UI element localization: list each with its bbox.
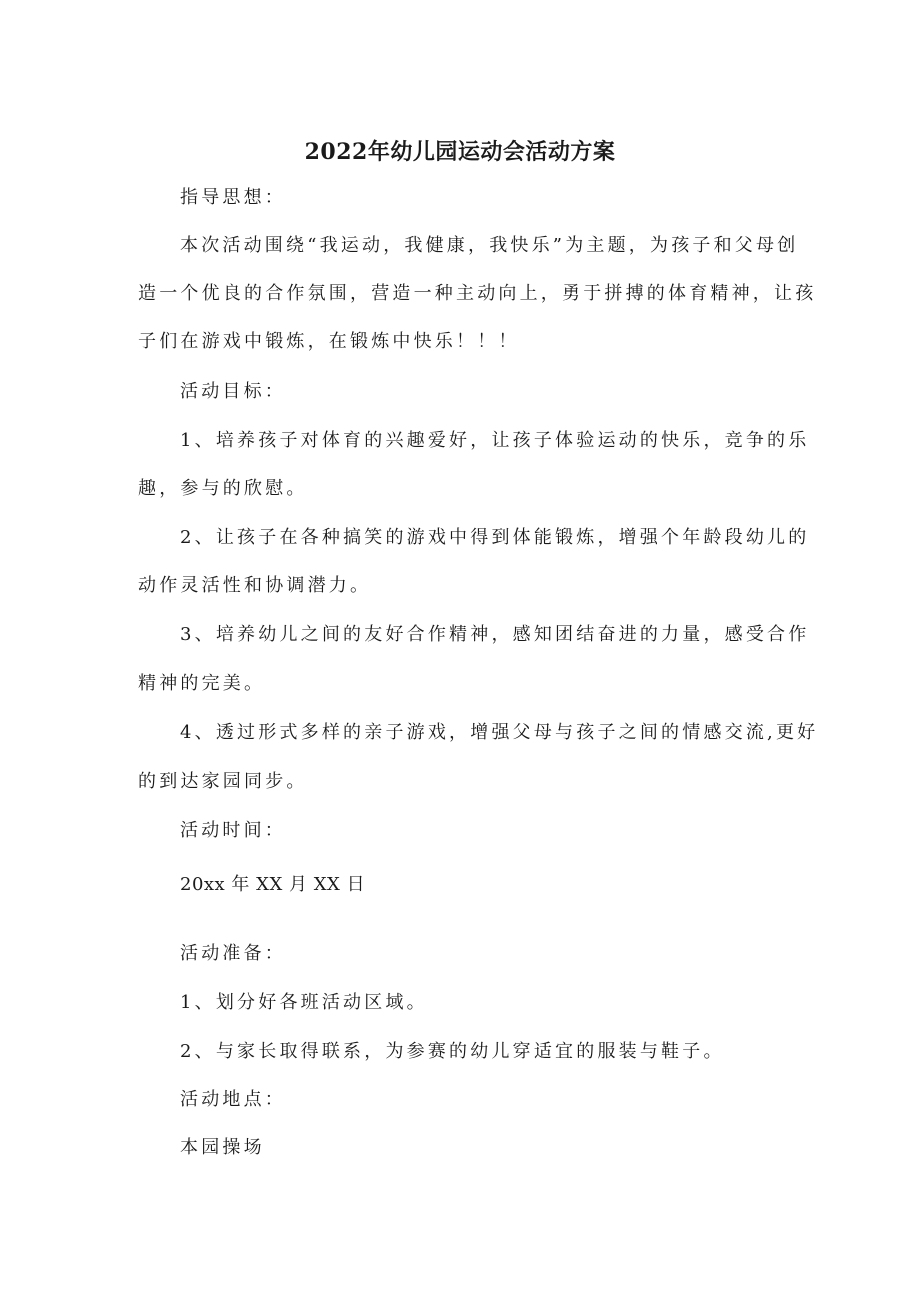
list-item-line: 4、透过形式多样的亲子游戏，增强父母与孩子之间的情感交流,更好 (180, 722, 819, 743)
document-title: 2022年幼儿园运动会活动方案 (304, 139, 616, 165)
list-item-line: 3、培养幼儿之间的友好合作精神，感知团结奋进的力量，感受合作 (180, 624, 810, 645)
paragraph-line: 子们在游戏中锻炼，在锻炼中快乐！！！ (138, 331, 520, 352)
section-heading-time: 活动时间： (180, 820, 286, 841)
list-item-line: 精神的完美。 (138, 673, 266, 694)
paragraph-line: 造一个优良的合作氛围，营造一种主动向上，勇于拼搏的体育精神，让孩 (138, 283, 817, 304)
list-item-line: 2、与家长取得联系，为参赛的幼儿穿适宜的服装与鞋子。 (180, 1041, 725, 1062)
section-heading-preparation: 活动准备： (180, 943, 286, 964)
list-item-line: 1、培养孩子对体育的兴趣爱好，让孩子体验运动的快乐，竞争的乐 (180, 430, 810, 451)
section-heading-goals: 活动目标： (180, 381, 286, 402)
list-item-line: 趣，参与的欣慰。 (138, 478, 308, 499)
section-heading-location: 活动地点： (180, 1089, 286, 1110)
activity-location: 本园操场 (180, 1137, 265, 1158)
activity-date: 20xx 年 XX 月 XX 日 (180, 874, 366, 895)
list-item-line: 1、划分好各班活动区域。 (180, 992, 428, 1013)
list-item-line: 2、让孩子在各种搞笑的游戏中得到体能锻炼，增强个年龄段幼儿的 (180, 527, 810, 548)
section-heading-guiding-idea: 指导思想： (180, 187, 286, 208)
list-item-line: 动作灵活性和协调潜力。 (138, 575, 372, 596)
list-item-line: 的到达家园同步。 (138, 771, 308, 792)
paragraph-line: 本次活动围绕“我运动，我健康，我快乐”为主题，为孩子和父母创 (180, 235, 799, 256)
